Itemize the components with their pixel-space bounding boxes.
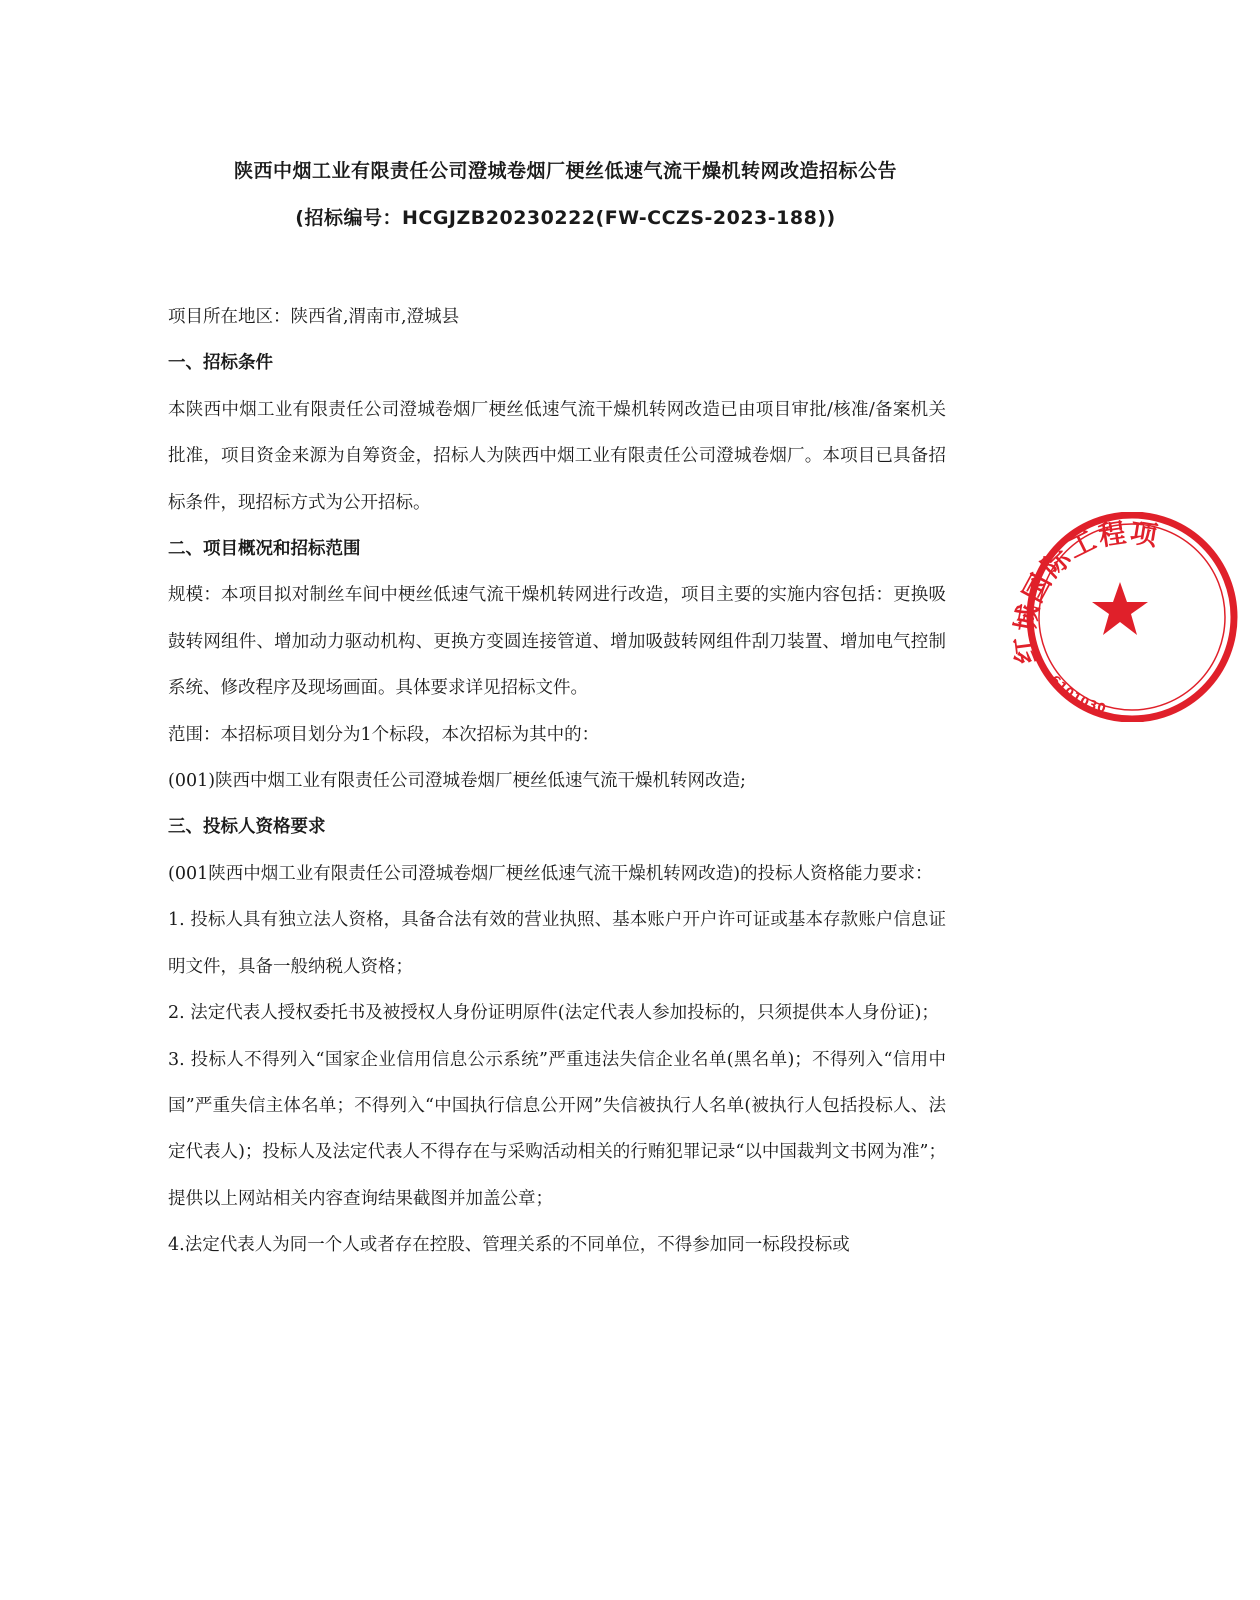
project-location: 项目所在地区：陕西省,渭南市,澄城县 <box>168 307 460 327</box>
document-title: 陕西中烟工业有限责任公司澄城卷烟厂梗丝低速气流干燥机转网改造招标公告 <box>233 160 897 182</box>
seal-star-icon <box>1092 582 1148 635</box>
paragraph-scale: 规模：本项目拟对制丝车间中梗丝低速气流干燥机转网进行改造，项目主要的实施内容包括：更换吸鼓转网组件、增加动力驱动机构、更换方变圆连接管道、增加吸鼓转网组件刮刀装置、增加电气控制系统、修改程序及现场画面。具体要求详见招标文件。 <box>168 585 946 699</box>
seal-stamp-icon <box>1000 512 1260 722</box>
paragraph-scope: 范围：本招标项目划分为1个标段，本次招标为其中的： <box>168 724 600 745</box>
qualification-item-2: 2. 法定代表人授权委托书及被授权人身份证明原件(法定代表人参加投标的，只须提供本人身份证)； <box>168 1003 939 1024</box>
document-body <box>168 294 946 1269</box>
seal-code: 6101030 <box>1047 672 1109 716</box>
company-seal <box>1000 512 1162 722</box>
section-heading-conditions: 一、招标条件 <box>168 353 273 374</box>
svg-text:红城国际工程项 <box>1010 516 1162 665</box>
seal-text: 红城国际工程项 <box>1009 517 1162 666</box>
paragraph-conditions: 本陕西中烟工业有限责任公司澄城卷烟厂梗丝低速气流干燥机转网改造已由项目审批/核准/备案机关批准，项目资金来源为自筹资金，招标人为陕西中烟工业有限责任公司澄城卷烟厂。本项目已具备招标条件，现招标方式为公开招标。 <box>168 399 946 513</box>
svg-text:6101030 <box>1048 673 1108 716</box>
tender-number: (招标编号：HCGJZB20230222(FW-CCZS-2023-188)) <box>295 207 836 229</box>
paragraph-lot: (001)陕西中烟工业有限责任公司澄城卷烟厂梗丝低速气流干燥机转网改造; <box>168 771 746 792</box>
section-heading-overview: 二、项目概况和招标范围 <box>168 539 361 560</box>
qualification-item-3: 3. 投标人不得列入“国家企业信用信息公示系统”严重违法失信企业名单(黑名单)；不得列入“信用中国”严重失信主体名单；不得列入“中国执行信息公开网”失信被执行人名单(被执行人包括投标人、法定代表人)；投标人及法定代表人不得存在与采购活动相关的行贿犯罪记录“以中国裁判文书网为准”；提供以上网站相关内容查询结果截图并加盖公章； <box>168 1049 946 1209</box>
paragraph-qualification-intro: (001陕西中烟工业有限责任公司澄城卷烟厂梗丝低速气流干燥机转网改造)的投标人资格能力要求： <box>168 863 933 884</box>
section-heading-qualifications: 三、投标人资格要求 <box>168 817 326 838</box>
qualification-item-1: 1. 投标人具有独立法人资格，具备合法有效的营业执照、基本账户开户许可证或基本存款账户信息证明文件，具备一般纳税人资格； <box>168 910 946 977</box>
qualification-item-4: 4.法定代表人为同一个人或者存在控股、管理关系的不同单位，不得参加同一标段投标或 <box>168 1235 850 1256</box>
